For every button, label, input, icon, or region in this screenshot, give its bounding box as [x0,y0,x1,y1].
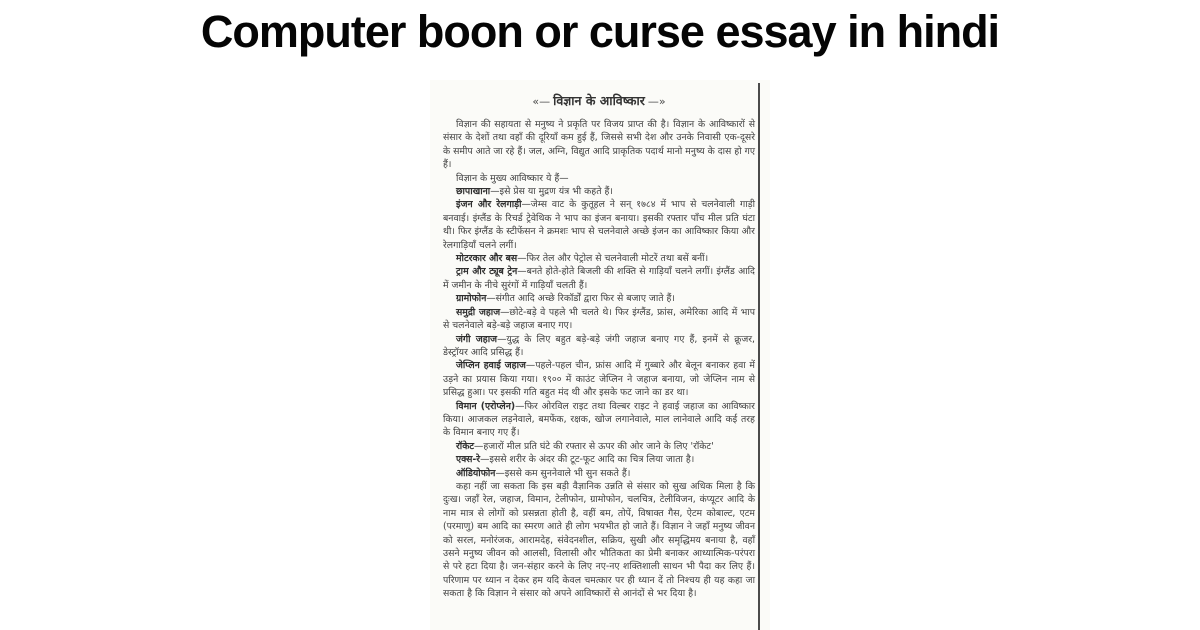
essay-paragraph [443,440,755,453]
essay-paragraph [443,480,755,601]
paragraph-text: विज्ञान की सहायता से मनुष्य ने प्रकृति पर विजय प्राप्त की है। विज्ञान के आविष्कारों से संसार के देशों तथा वहाँ की दूरियाँ कम हुई हैं, जिससे सभी देश और उनके निवासी एक-दूसरे के समीप आते जा रहे हैं। जल, अग्नि, विद्युत आदि प्राकृतिक पदार्थ मानो मनुष्य के दास हो गए हैं। [443,119,755,171]
term-label: ग्रामोफोन [456,293,487,305]
term-label: एक्स-रे [456,454,481,466]
term-label: ऑडियोफोन [456,467,496,479]
paragraph-text: —हजारों मील प्रति घंटे की रफ्तार से ऊपर की ओर जाने के लिए 'रॉकेट' [474,440,714,452]
term-label: इंजन और रेलगाड़ी [456,199,522,211]
paragraph-text: विज्ञान के मुख्य आविष्कार ये हैं— [456,172,569,184]
scan-content [443,90,755,601]
term-label: रॉकेट [456,440,475,452]
term-label: जेप्लिन हवाई जहाज [456,360,526,372]
term-label: ट्राम और ट्यूब ट्रेन [456,266,518,278]
term-label: छापाखाना [456,186,491,198]
paragraph-text: —इससे शरीर के अंदर की टूट-फूट आदि का चित्र लिया जाता है। [480,454,695,466]
essay-heading-text: विज्ञान के आविष्कार [553,93,645,108]
paragraph-text: —पहले-पहल चीन, फ्रांस आदि में गुब्बारे और बेलून बनाकर हवा में उड़ने का प्रयास किया गया। १९०० में काउंट जेप्लिन ने जहाज बनाया, जो जेप्लिन नाम से प्रसिद्ध हुआ। पर इसकी गति बहुत मंद थी और इसके फट जाने का डर था। [443,360,755,399]
essay-paragraph [443,265,755,292]
essay-heading [443,92,755,109]
essay-paragraph [443,400,755,440]
paragraph-text: —संगीत आदि अच्छे रिकॉर्डों द्वारा फिर से बजाए जाते हैं। [486,293,675,305]
heading-ornament-left-icon: «— [532,95,551,108]
essay-paragraph [443,198,755,252]
paragraph-text: —फिर ओरविल राइट तथा विल्बर राइट ने हवाई जहाज का आविष्कार किया। आजकल लड़नेवाले, बमफेंक, रक्षक, खोज लगानेवाले, माल लानेवाले आदि कई तरह के विमान बनाए गए हैं। [443,400,755,439]
essay-paragraph [443,185,755,198]
paragraph-text: —बनते होते-होते बिजली की शक्ति से गाड़ियाँ चलने लगीं। इंग्लैंड आदि में जमीन के नीचे सुरंगों में गाड़ियाँ चलती हैं। [443,266,755,291]
essay-paragraph [443,252,755,265]
paragraph-text: कहा नहीं जा सकता कि इस बड़ी वैज्ञानिक उन्नति से संसार को सुख अधिक मिला है कि दुःख। जहाँ रेल, जहाज, विमान, टेलीफोन, ग्रामोफोन, चलचित्र, टेलीविजन, कंप्यूटर आदि के नाम मात्र से लोगों को प्रसन्नता होती है, वहीं बम, तोपें, विषाक्त गैस, ऐटम कोबाल्ट, एटम (परमाणु) बम आदि का स्मरण आते ही लोग भयभीत हो जाते हैं। विज्ञान ने जहाँ मनुष्य जीवन को सरल, मनोरंजक, आरामदेह, संवेदनशील, सक्रिय, सुखी और समृद्धिमय बनाया है, वहाँ उसने मनुष्य जीवन को आलसी, विलासी और भौतिकता का प्रेमी बनाकर आध्यात्मिक-परंपरा से परे हटा दिया है। जन-संहार करने के लिए नए-नए शक्तिशाली साधन भी पैदा कर लिए हैं। परिणाम पर ध्यान न देकर हम यदि केवल चमत्कार पर ही ध्यान दें तो निश्चय ही यह कहा जा सकता है कि विज्ञान ने संसार को अपने आविष्कारों से आनंदों से भर दिया है। [443,480,755,600]
essay-paragraph [443,306,755,333]
scanned-essay-image [430,80,770,630]
term-label: जंगी जहाज [456,333,498,345]
paragraph-text: —युद्ध के लिए बहुत बड़े-बड़े जंगी जहाज बनाए गए हैं, इनमें से क्रूजर, डेस्ट्रॉयर आदि प्रसिद्ध हैं। [443,333,756,358]
page-title: Computer boon or curse essay in hindi [200,6,1000,57]
paragraph-text: —छोटे-बड़े वे पहले भी चलते थे। फिर इंग्लैंड, फ्रांस, अमेरिका आदि में भाप से चलनेवाले बड़े-बड़े जहाज बनाए गए। [443,306,755,332]
essay-paragraph [443,333,755,360]
term-label: मोटरकार और बस [456,253,518,265]
paragraph-text: —इससे कम सुननेवाले भी सुन सकते हैं। [495,467,631,479]
paragraph-text: —जेम्स वाट के कुतूहल ने सन् १७८४ में भाप से चलनेवाली गाड़ी बनवाई। इंग्लैंड के रिचर्ड ट्रेवेथिक ने भाप का इंजन बनाया। इसकी रफ्तार पाँच मील प्रति घंटा थी। फिर इंग्लैंड के स्टीफेंसन ने क्रमशः भाप से चलनेवाले अच्छे इंजन का आविष्कार किया और रेलगाड़ियाँ चलने लगीं। [443,199,756,251]
heading-ornament-right-icon: —» [647,95,666,108]
term-label: समुद्री जहाज [456,306,501,318]
paragraph-text: —इसे प्रेस या मुद्रण यंत्र भी कहते हैं। [490,186,613,198]
essay-paragraph [443,453,755,466]
essay-paragraph [443,118,755,172]
essay-paragraph [443,292,755,305]
paragraph-text: —फिर तेल और पेट्रोल से चलनेवाली मोटरें तथा बसें बनीं। [517,253,709,265]
essay-paragraph [443,467,755,480]
essay-paragraph [443,172,755,185]
term-label: विमान (एरोप्लेन) [456,400,516,412]
essay-body [443,118,755,601]
essay-paragraph [443,359,755,399]
page-edge-line [758,83,760,630]
